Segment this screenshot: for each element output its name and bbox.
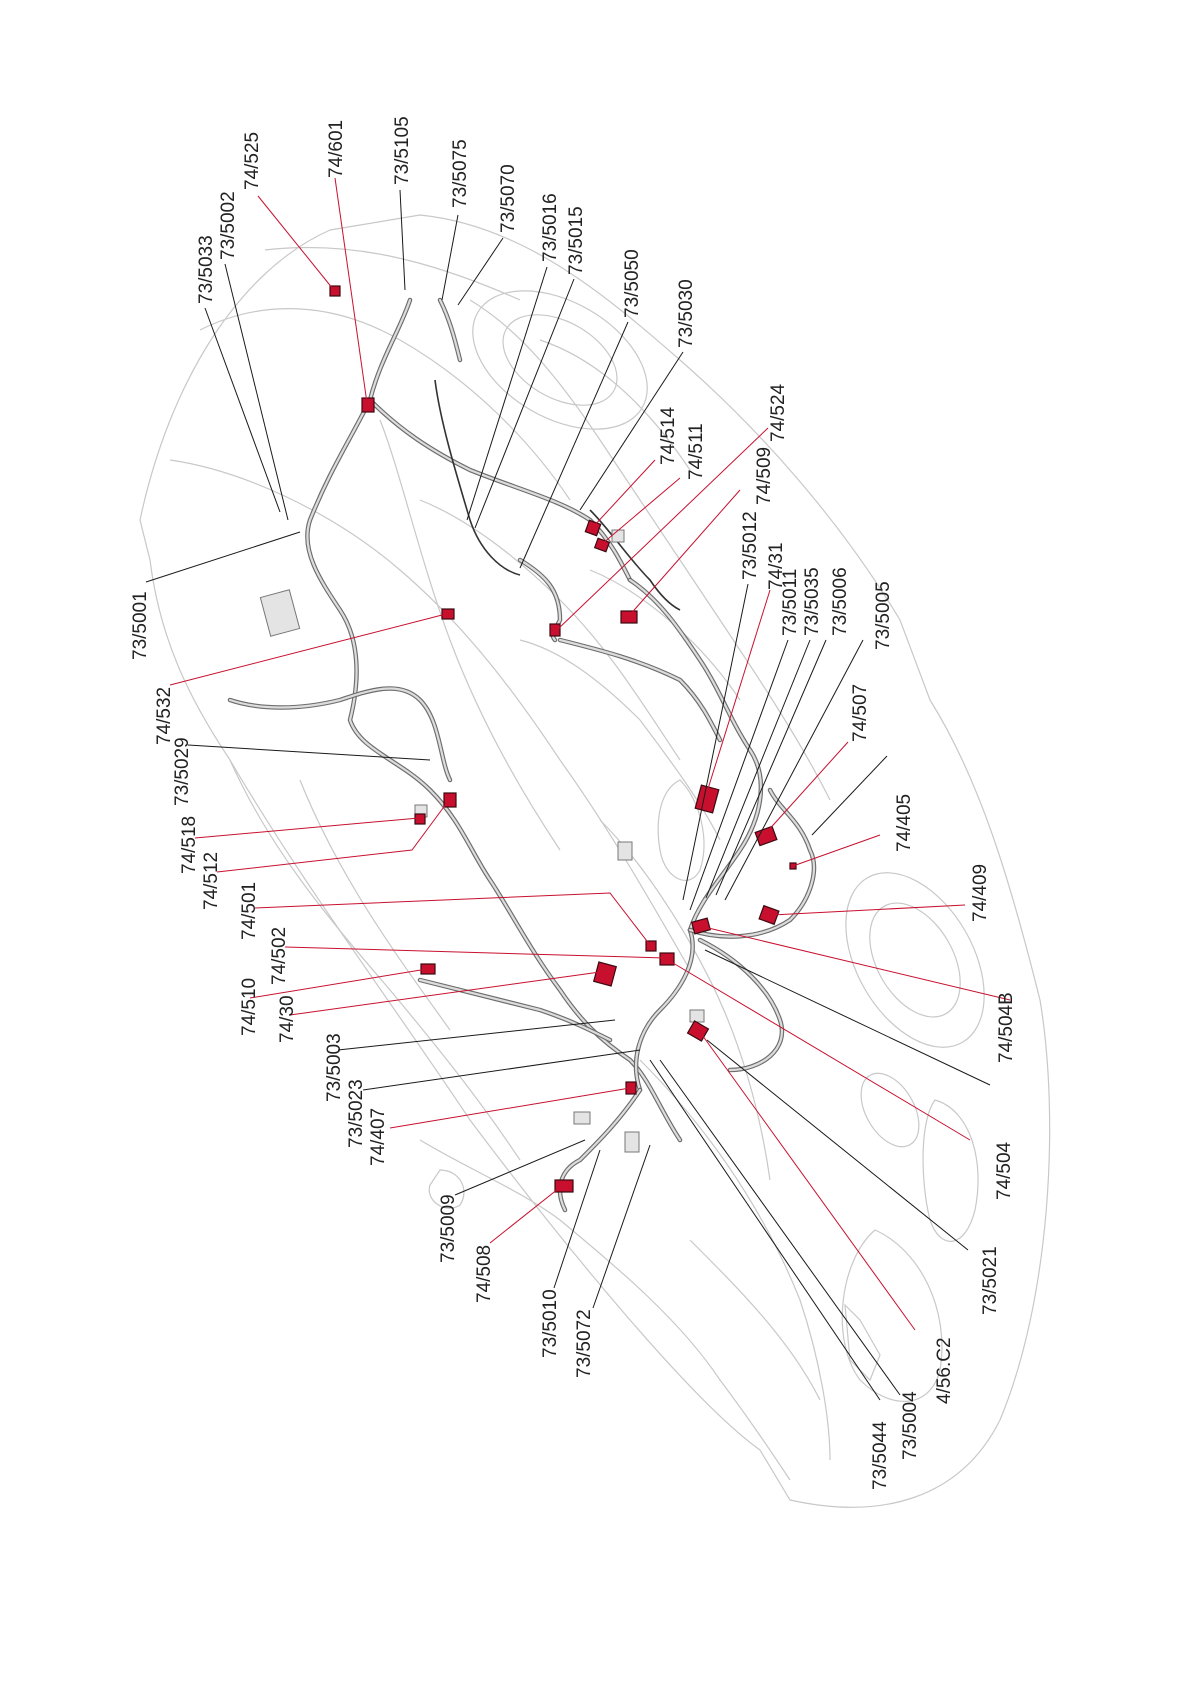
label-73-5005: 73/5005 xyxy=(873,581,894,650)
label-4-56-C2: 4/56.C2 xyxy=(934,1337,955,1404)
label-73-5015: 73/5015 xyxy=(566,206,587,275)
label-74-507: 74/507 xyxy=(850,683,871,742)
label-73-5016: 73/5016 xyxy=(540,193,561,262)
label-74-501: 74/501 xyxy=(239,881,260,940)
label-73-5033: 73/5033 xyxy=(196,235,217,304)
label-74-30: 74/30 xyxy=(277,995,298,1043)
label-74-514: 74/514 xyxy=(658,406,679,465)
car-wheels xyxy=(449,262,1013,1156)
label-74-510: 74/510 xyxy=(239,977,260,1036)
label-74-509: 74/509 xyxy=(754,446,775,505)
label-74-508: 74/508 xyxy=(474,1244,495,1303)
label-74-502: 74/502 xyxy=(269,926,290,985)
red-connectors xyxy=(330,286,796,1192)
label-73-5075: 73/5075 xyxy=(450,139,471,208)
label-73-5035: 73/5035 xyxy=(802,567,823,636)
label-74-532: 74/532 xyxy=(154,686,175,745)
label-73-5009: 73/5009 xyxy=(438,1194,459,1263)
car-details xyxy=(429,570,978,1401)
label-74-504B: 74/504B xyxy=(996,992,1017,1063)
label-73-5030: 73/5030 xyxy=(676,279,697,348)
connector-74-514 xyxy=(585,520,600,535)
label-74-525: 74/525 xyxy=(242,131,263,190)
label-74-512: 74/512 xyxy=(201,851,222,910)
label-73-5004: 73/5004 xyxy=(900,1391,921,1460)
label-73-5050: 73/5050 xyxy=(622,249,643,318)
label-74-405: 74/405 xyxy=(894,793,915,852)
label-73-5044: 73/5044 xyxy=(870,1421,891,1490)
label-74-524: 74/524 xyxy=(768,383,789,442)
connector-74-504 xyxy=(688,1021,709,1041)
label-74-31: 74/31 xyxy=(766,542,787,590)
callout-labels xyxy=(130,116,1017,1490)
label-73-5029: 73/5029 xyxy=(172,737,193,806)
connector-74-518 xyxy=(415,814,425,824)
label-74-511: 74/511 xyxy=(686,423,707,480)
label-74-409: 74/409 xyxy=(970,863,991,922)
wiring-harness xyxy=(230,300,814,1210)
label-73-5001: 73/5001 xyxy=(130,591,151,660)
connector-74-502 xyxy=(660,953,674,965)
label-73-5072: 73/5072 xyxy=(574,1309,595,1378)
connector-74-532 xyxy=(442,609,454,619)
label-74-601: 74/601 xyxy=(326,119,347,178)
label-73-5023: 73/5023 xyxy=(346,1079,367,1148)
label-73-5002: 73/5002 xyxy=(218,191,239,260)
label-73-5011: 73/5011 xyxy=(780,568,801,636)
connector-74-508 xyxy=(555,1180,573,1192)
label-73-5012: 73/5012 xyxy=(740,511,761,580)
connector-74-31 xyxy=(695,785,719,813)
label-74-504: 74/504 xyxy=(994,1141,1015,1200)
connector-74-510 xyxy=(421,964,435,974)
label-73-5003: 73/5003 xyxy=(324,1033,345,1102)
label-73-5010: 73/5010 xyxy=(540,1289,561,1358)
label-73-5021: 73/5021 xyxy=(980,1246,1001,1315)
label-73-5006: 73/5006 xyxy=(830,567,851,636)
label-73-5105: 73/5105 xyxy=(392,116,413,185)
label-74-407: 74/407 xyxy=(368,1107,389,1166)
connector-74-30 xyxy=(594,962,617,986)
leader-lines xyxy=(146,178,1010,1400)
label-73-5070: 73/5070 xyxy=(498,164,519,233)
label-74-518: 74/518 xyxy=(179,815,200,874)
connector-74-524 xyxy=(621,611,637,623)
connector-74-509 xyxy=(550,624,560,636)
connector-74-601 xyxy=(362,398,374,412)
thin-wires xyxy=(435,380,680,610)
